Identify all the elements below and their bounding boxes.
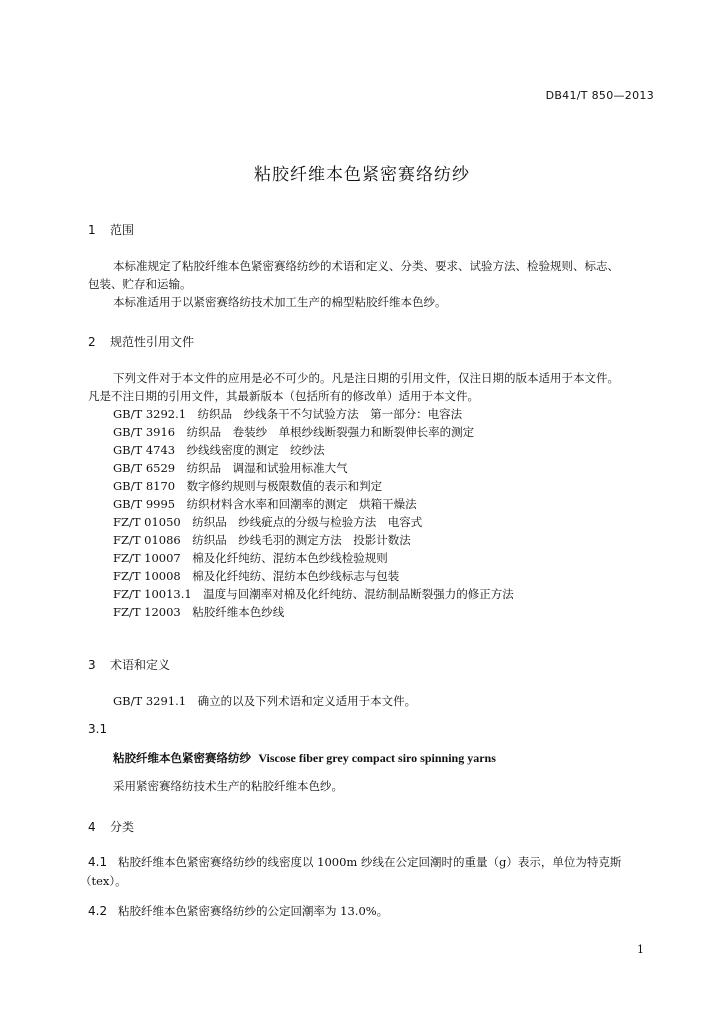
clause-number: 4.2 — [88, 904, 108, 918]
clause-3-1-number: 3.1 — [88, 722, 108, 736]
section-title: 术语和定义 — [110, 658, 171, 672]
clause-4-1-line-2: （tex）。 — [80, 874, 127, 888]
clause-4-2 — [88, 902, 388, 920]
clause-text: 粘胶纤维本色紧密赛络纺纱的公定回潮率为 13.0%。 — [118, 904, 389, 918]
reference-item: GB/T 3292.1 纺织品 纱线条干不匀试验方法 第一部分：电容法 — [113, 407, 463, 421]
section-title: 规范性引用文件 — [110, 335, 195, 349]
reference-item: GB/T 3916 纺织品 卷装纱 单根纱线断裂强力和断裂伸长率的测定 — [113, 425, 475, 439]
scope-paragraph-line-2: 包装、贮存和运输。 — [88, 277, 192, 291]
reference-item: GB/T 9995 纺织材料含水率和回潮率的测定 烘箱干燥法 — [113, 497, 417, 511]
section-number: 3 — [88, 658, 96, 672]
term-english: Viscose fiber grey compact siro spinning yarns — [258, 751, 496, 765]
scope-paragraph-line-1: 本标准规定了粘胶纤维本色紧密赛络纺纱的术语和定义、分类、要求、试验方法、检验规则、标志、 — [113, 259, 619, 273]
reference-item: GB/T 4743 纱线线密度的测定 绞纱法 — [113, 443, 325, 457]
reference-item: FZ/T 12003 粘胶纤维本色纱线 — [113, 605, 285, 619]
section-title: 范围 — [110, 223, 135, 237]
clause-text: 粘胶纤维本色紧密赛络纺纱的线密度以 1000m 纱线在公定回潮时的重量（g）表示，单位为特克斯 — [118, 855, 622, 869]
terms-intro: GB/T 3291.1 确立的以及下列术语和定义适用于本文件。 — [113, 694, 417, 708]
clause-4-1 — [88, 853, 621, 871]
references-intro-line-1: 下列文件对于本文件的应用是必不可少的。凡是注日期的引用文件，仅注日期的版本适用于本文件。 — [113, 371, 619, 385]
reference-item: FZ/T 10013.1 温度与回潮率对棉及化纤纯纺、混纺制品断裂强力的修正方法 — [113, 587, 514, 601]
reference-item: FZ/T 01050 纺织品 纱线疵点的分级与检验方法 电容式 — [113, 515, 423, 529]
section-2-heading — [88, 333, 194, 350]
section-number: 2 — [88, 335, 96, 349]
term-definition: 采用紧密赛络纺技术生产的粘胶纤维本色纱。 — [113, 779, 343, 793]
section-number: 1 — [88, 223, 96, 237]
scope-paragraph-2: 本标准适用于以紧密赛络纺技术加工生产的棉型粘胶纤维本色纱。 — [113, 295, 447, 309]
section-number: 4 — [88, 820, 96, 834]
reference-item: FZ/T 10007 棉及化纤纯纺、混纺本色纱线检验规则 — [113, 551, 388, 565]
section-title: 分类 — [110, 820, 135, 834]
section-3-heading — [88, 656, 170, 673]
document-title: 粘胶纤维本色紧密赛络纺纱 — [254, 165, 470, 185]
standard-code: DB41/T 850—2013 — [545, 89, 654, 102]
term-entry — [113, 750, 496, 766]
clause-number: 4.1 — [88, 855, 108, 869]
section-1-heading — [88, 221, 134, 238]
reference-item: FZ/T 01086 纺织品 纱线毛羽的测定方法 投影计数法 — [113, 533, 411, 547]
reference-item: FZ/T 10008 棉及化纤纯纺、混纺本色纱线标志与包装 — [113, 569, 400, 583]
references-intro-line-2: 凡是不注日期的引用文件，其最新版本（包括所有的修改单）适用于本文件。 — [88, 389, 479, 403]
term-chinese: 粘胶纤维本色紧密赛络纺纱 — [113, 751, 251, 765]
section-4-heading — [88, 818, 134, 835]
page-number: 1 — [637, 943, 644, 956]
reference-item: GB/T 8170 数字修约规则与极限数值的表示和判定 — [113, 479, 383, 493]
reference-item: GB/T 6529 纺织品 调湿和试验用标准大气 — [113, 461, 348, 475]
